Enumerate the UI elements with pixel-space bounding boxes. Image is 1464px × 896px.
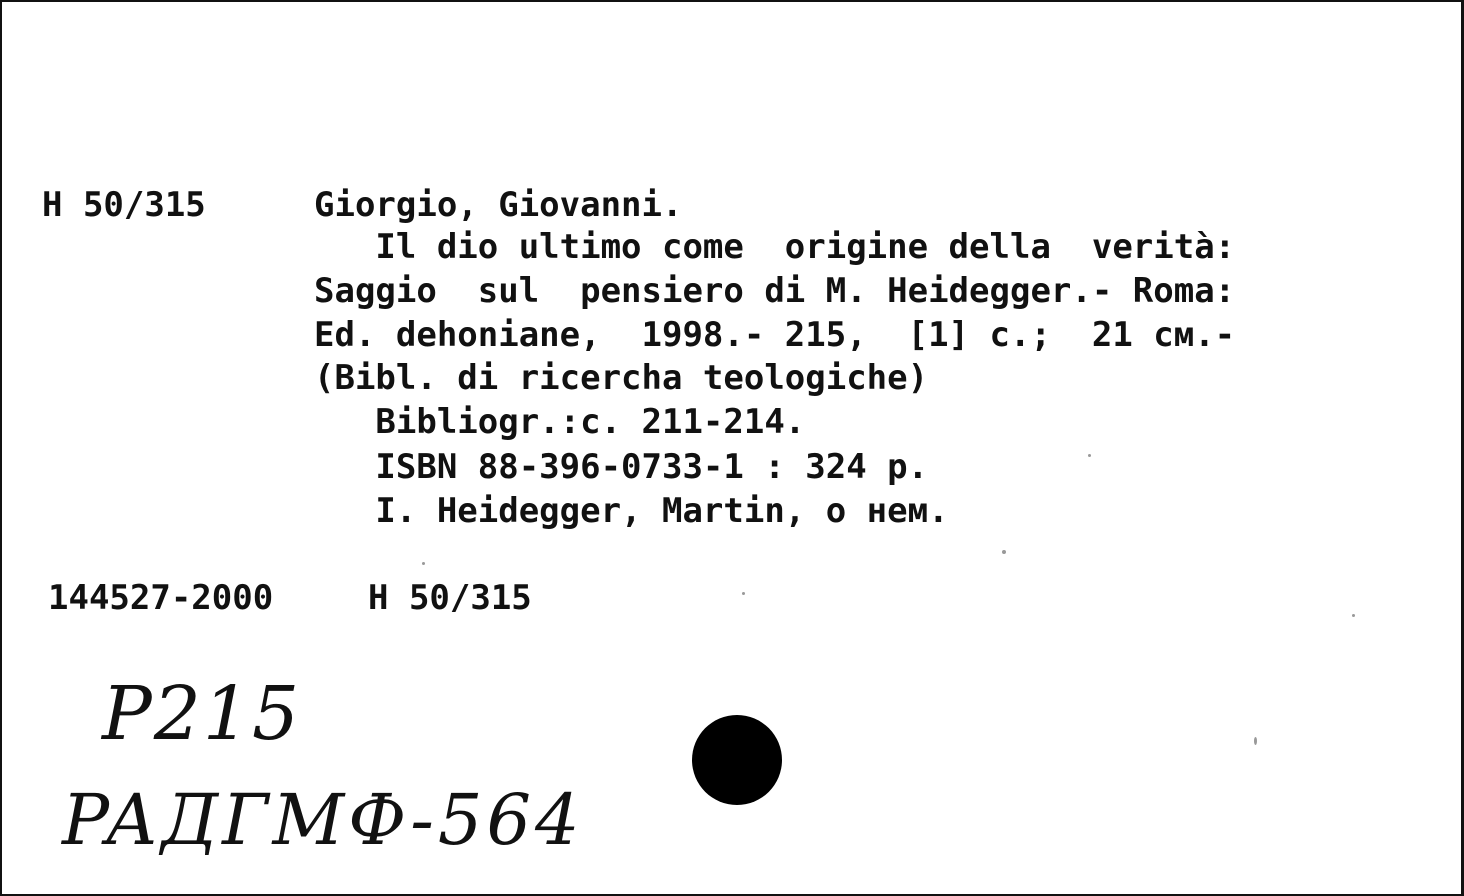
entry-line-subject: I. Heidegger, Martin, о нем. [314, 491, 949, 531]
entry-line-publisher: Ed. dehoniane, 1998.- 215, [1] c.; 21 см.- [314, 315, 1236, 355]
accession-number: 144527-2000 [48, 578, 274, 618]
speck [742, 592, 745, 595]
speck [1254, 737, 1257, 745]
handwritten-note-2: PAДГМФ-564 [62, 779, 584, 861]
call-number-top: H 50/315 [42, 185, 206, 225]
entry-line-bibliography: Bibliogr.:c. 211-214. [314, 402, 806, 442]
punch-hole [692, 715, 782, 805]
speck [1088, 454, 1091, 457]
entry-line-series: (Bibl. di ricercha teologiche) [314, 358, 929, 398]
entry-line-isbn: ISBN 88-396-0733-1 : 324 p. [314, 447, 929, 487]
handwritten-note-1: P215 [102, 671, 302, 757]
entry-line-title: Il dio ultimo come origine della verità: [314, 227, 1236, 267]
speck [1002, 550, 1006, 554]
call-number-bottom: H 50/315 [368, 578, 532, 618]
speck [1352, 614, 1355, 617]
entry-line-author: Giorgio, Giovanni. [314, 185, 683, 225]
entry-line-subtitle: Saggio sul pensiero di M. Heidegger.- Roma: [314, 271, 1236, 311]
speck [422, 562, 425, 565]
